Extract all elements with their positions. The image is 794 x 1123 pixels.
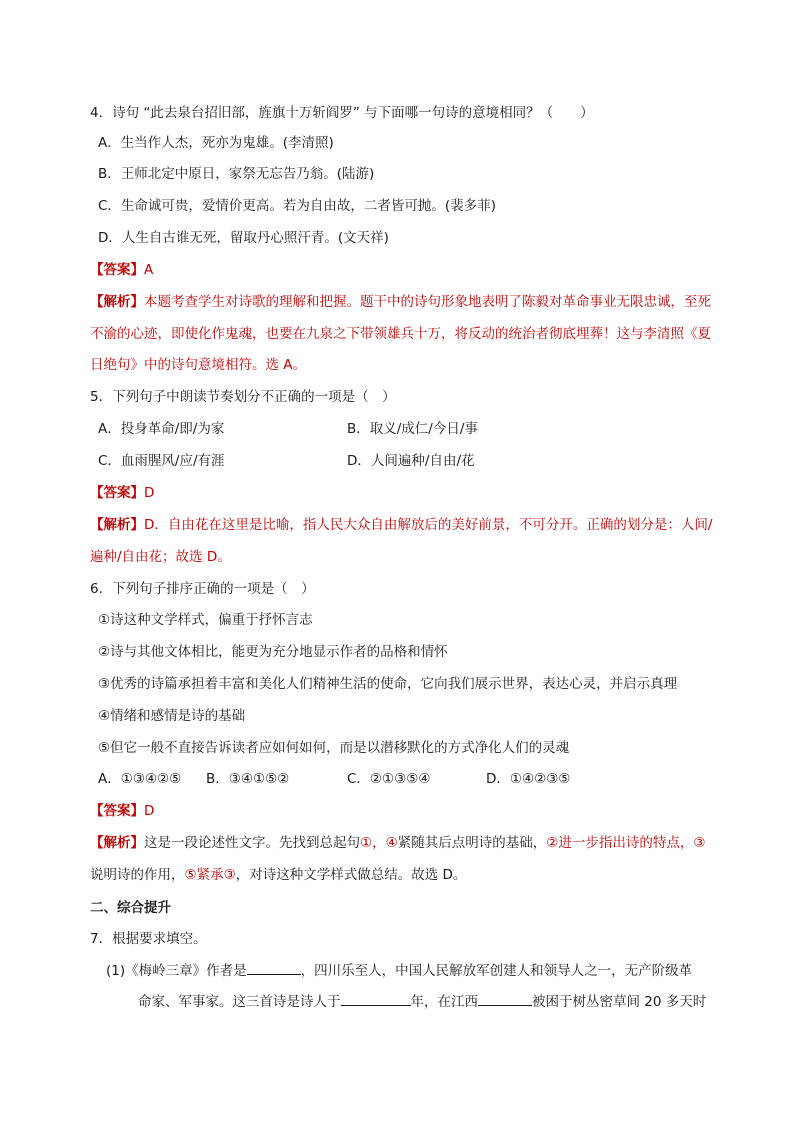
q6-explanation-line-1 <box>90 833 705 853</box>
q4-explanation-line-1 <box>90 292 711 312</box>
q7-stem: 7．根据要求填空。 <box>90 931 207 947</box>
q6-sentence-2: ②诗与其他文体相比，能更为充分地显示作者的品格和情怀 <box>98 644 448 660</box>
q6-explanation-line-2 <box>90 865 466 885</box>
q7-line-1 <box>106 960 692 981</box>
q6-option-a: A．①③④②⑤ <box>98 771 182 787</box>
section-title: 二、综合提升 <box>90 900 171 916</box>
q5-option-a: A．投身革命/即/为家 <box>98 421 225 437</box>
q4-answer <box>90 260 153 280</box>
q6-option-c: C．②①③⑤④ <box>347 771 431 787</box>
fill-blank-place[interactable] <box>478 991 532 1006</box>
q4-option-a: A．生当作人杰，死亦为鬼雄。(李清照) <box>98 135 334 151</box>
fill-blank-author[interactable] <box>247 960 301 975</box>
q4-option-d: D．人生自古谁无死，留取丹心照汗青。(文天祥) <box>98 230 389 246</box>
q5-answer <box>90 483 154 503</box>
q6-sentence-5: ⑤但它一般不直接告诉读者应如何如何，而是以潜移默化的方式净化人们的灵魂 <box>98 740 570 756</box>
q5-option-c: C．血雨腥风/应/有涯 <box>98 453 225 469</box>
fill-blank-year[interactable] <box>341 991 411 1006</box>
q7-line-2 <box>138 991 706 1012</box>
answer-label: 【答案】 <box>90 803 144 819</box>
q7-text: (1)《梅岭三章》作者是 <box>106 963 247 979</box>
q4-option-c: C．生命诚可贵，爱情价更高。若为自由故，二者皆可抛。(裴多菲) <box>98 198 496 214</box>
explanation-label: 【解析】 <box>90 294 144 310</box>
q4-explanation-line-3: 日绝句》中的诗句意境相符。选 A。 <box>90 357 307 373</box>
answer-value: D <box>144 485 155 501</box>
explanation-text: 本题考查学生对诗歌的理解和把握。题干中的诗句形象地表明了陈毅对革命事业无限忠诚，至死 <box>144 294 711 310</box>
q7-text: 命家、军事家。这三首诗是诗人于 <box>138 994 341 1010</box>
q5-explanation-line-1 <box>90 515 712 535</box>
q4-option-b: B．王师北定中原日，家祭无忘告乃翁。(陆游) <box>98 166 375 182</box>
explanation-label: 【解析】 <box>90 517 144 533</box>
explanation-label: 【解析】 <box>90 835 144 851</box>
explanation-text-f: ⑤紧承③ <box>184 867 236 883</box>
explanation-text-b: ①，④ <box>360 835 398 851</box>
explanation-text-e: 说明诗的作用， <box>90 867 185 883</box>
q7-text: 被困于树丛密草间 20 多天时 <box>532 994 707 1010</box>
explanation-text: D．自由花在这里是比喻，指人民大众自由解放后的美好前景，不可分开。正确的划分是：人间/ <box>144 517 713 533</box>
q7-text: ，四川乐至人，中国人民解放军创建人和领导人之一，无产阶级革 <box>300 963 693 979</box>
q5-stem: 5．下列句子中朗读节奏划分不正确的一项是（ ） <box>90 389 396 405</box>
q7-text: 年，在江西 <box>410 994 478 1010</box>
q6-sentence-4: ④情绪和感情是诗的基础 <box>98 708 246 724</box>
answer-value: D <box>144 803 155 819</box>
explanation-text-a: 这是一段论述性文字。先找到总起句 <box>144 835 360 851</box>
q6-stem: 6．下列句子排序正确的一项是（ ） <box>90 581 315 597</box>
q6-sentence-1: ①诗这种文学样式，偏重于抒怀言志 <box>98 612 313 628</box>
q5-option-b: B．取义/成仁/今日/事 <box>347 421 478 437</box>
explanation-text-c: 紧随其后点明诗的基础， <box>397 835 547 851</box>
answer-value: A <box>144 262 154 278</box>
q5-option-d: D．人间遍种/自由/花 <box>347 453 475 469</box>
answer-label: 【答案】 <box>90 485 144 501</box>
q6-option-b: B．③④①⑤② <box>206 771 290 787</box>
explanation-text-g: ，对诗这种文学样式做总结。故选 D。 <box>235 867 467 883</box>
q4-explanation-line-2: 不渝的心迹，即使化作鬼魂，也要在九泉之下带领雄兵十万，将反动的统治者彻底埋葬！这与李清照《夏 <box>90 326 711 342</box>
explanation-text-d: ②进一步指出诗的特点，③ <box>546 835 706 851</box>
q4-stem: 4．诗句 “此去泉台招旧部，旌旗十万斩阎罗” 与下面哪一句诗的意境相同？（ ） <box>90 105 594 121</box>
q5-explanation-line-2: 遍种/自由花；故选 D。 <box>90 549 231 565</box>
q6-option-d: D．①④②③⑤ <box>486 771 571 787</box>
q6-answer <box>90 801 154 821</box>
q6-sentence-3: ③优秀的诗篇承担着丰富和美化人们精神生活的使命，它向我们展示世界，表达心灵，并启示真理 <box>98 676 678 692</box>
answer-label: 【答案】 <box>90 262 144 278</box>
